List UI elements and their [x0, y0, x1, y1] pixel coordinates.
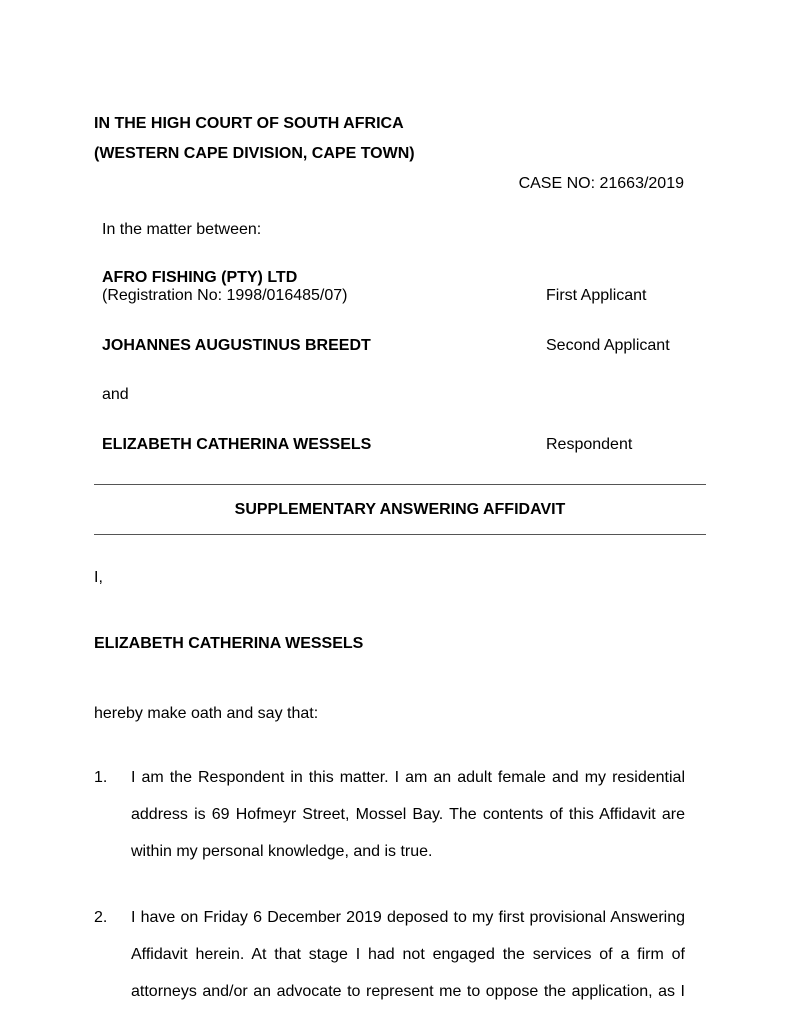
paragraph-body	[131, 770, 685, 881]
matter-intro: In the matter between:	[102, 221, 262, 238]
title-rule-top	[94, 484, 706, 485]
court-division: (WESTERN CAPE DIVISION, CAPE TOWN)	[94, 145, 415, 162]
second-applicant-name: JOHANNES AUGUSTINUS BREEDT	[102, 337, 371, 354]
case-number: CASE NO: 21663/2019	[518, 175, 684, 192]
paragraph-number: 2.	[94, 909, 108, 926]
paragraph-number: 1.	[94, 769, 108, 786]
first-applicant-registration: (Registration No: 1998/016485/07)	[102, 287, 348, 304]
respondent-name: ELIZABETH CATHERINA WESSELS	[102, 436, 372, 453]
paragraph-line: attorneys and/or an advocate to represent me to oppose the application, as I	[131, 983, 685, 1000]
document-title: SUPPLEMENTARY ANSWERING AFFIDAVIT	[234, 501, 566, 518]
deponent-intro: I,	[94, 569, 103, 586]
respondent-role: Respondent	[546, 436, 633, 453]
paragraph-line: Affidavit herein. At that stage I had not engaged the services of a firm of	[131, 946, 685, 963]
first-applicant-name: AFRO FISHING (PTY) LTD	[102, 269, 298, 286]
oath-statement: hereby make oath and say that:	[94, 705, 319, 722]
paragraph-body	[131, 910, 685, 1021]
paragraph-line: within my personal knowledge, and is true.	[131, 843, 433, 860]
second-applicant-role: Second Applicant	[546, 337, 670, 354]
parties-conjunction: and	[102, 386, 129, 403]
title-rule-bottom	[94, 534, 706, 535]
paragraph-line: I am the Respondent in this matter. I am an adult female and my residential	[131, 769, 685, 786]
first-applicant-role: First Applicant	[546, 287, 647, 304]
deponent-name: ELIZABETH CATHERINA WESSELS	[94, 635, 364, 652]
paragraph-line: I have on Friday 6 December 2019 deposed to my first provisional Answering	[131, 909, 685, 926]
court-name: IN THE HIGH COURT OF SOUTH AFRICA	[94, 115, 404, 132]
paragraph-line: address is 69 Hofmeyr Street, Mossel Bay. The contents of this Affidavit are	[131, 806, 685, 823]
